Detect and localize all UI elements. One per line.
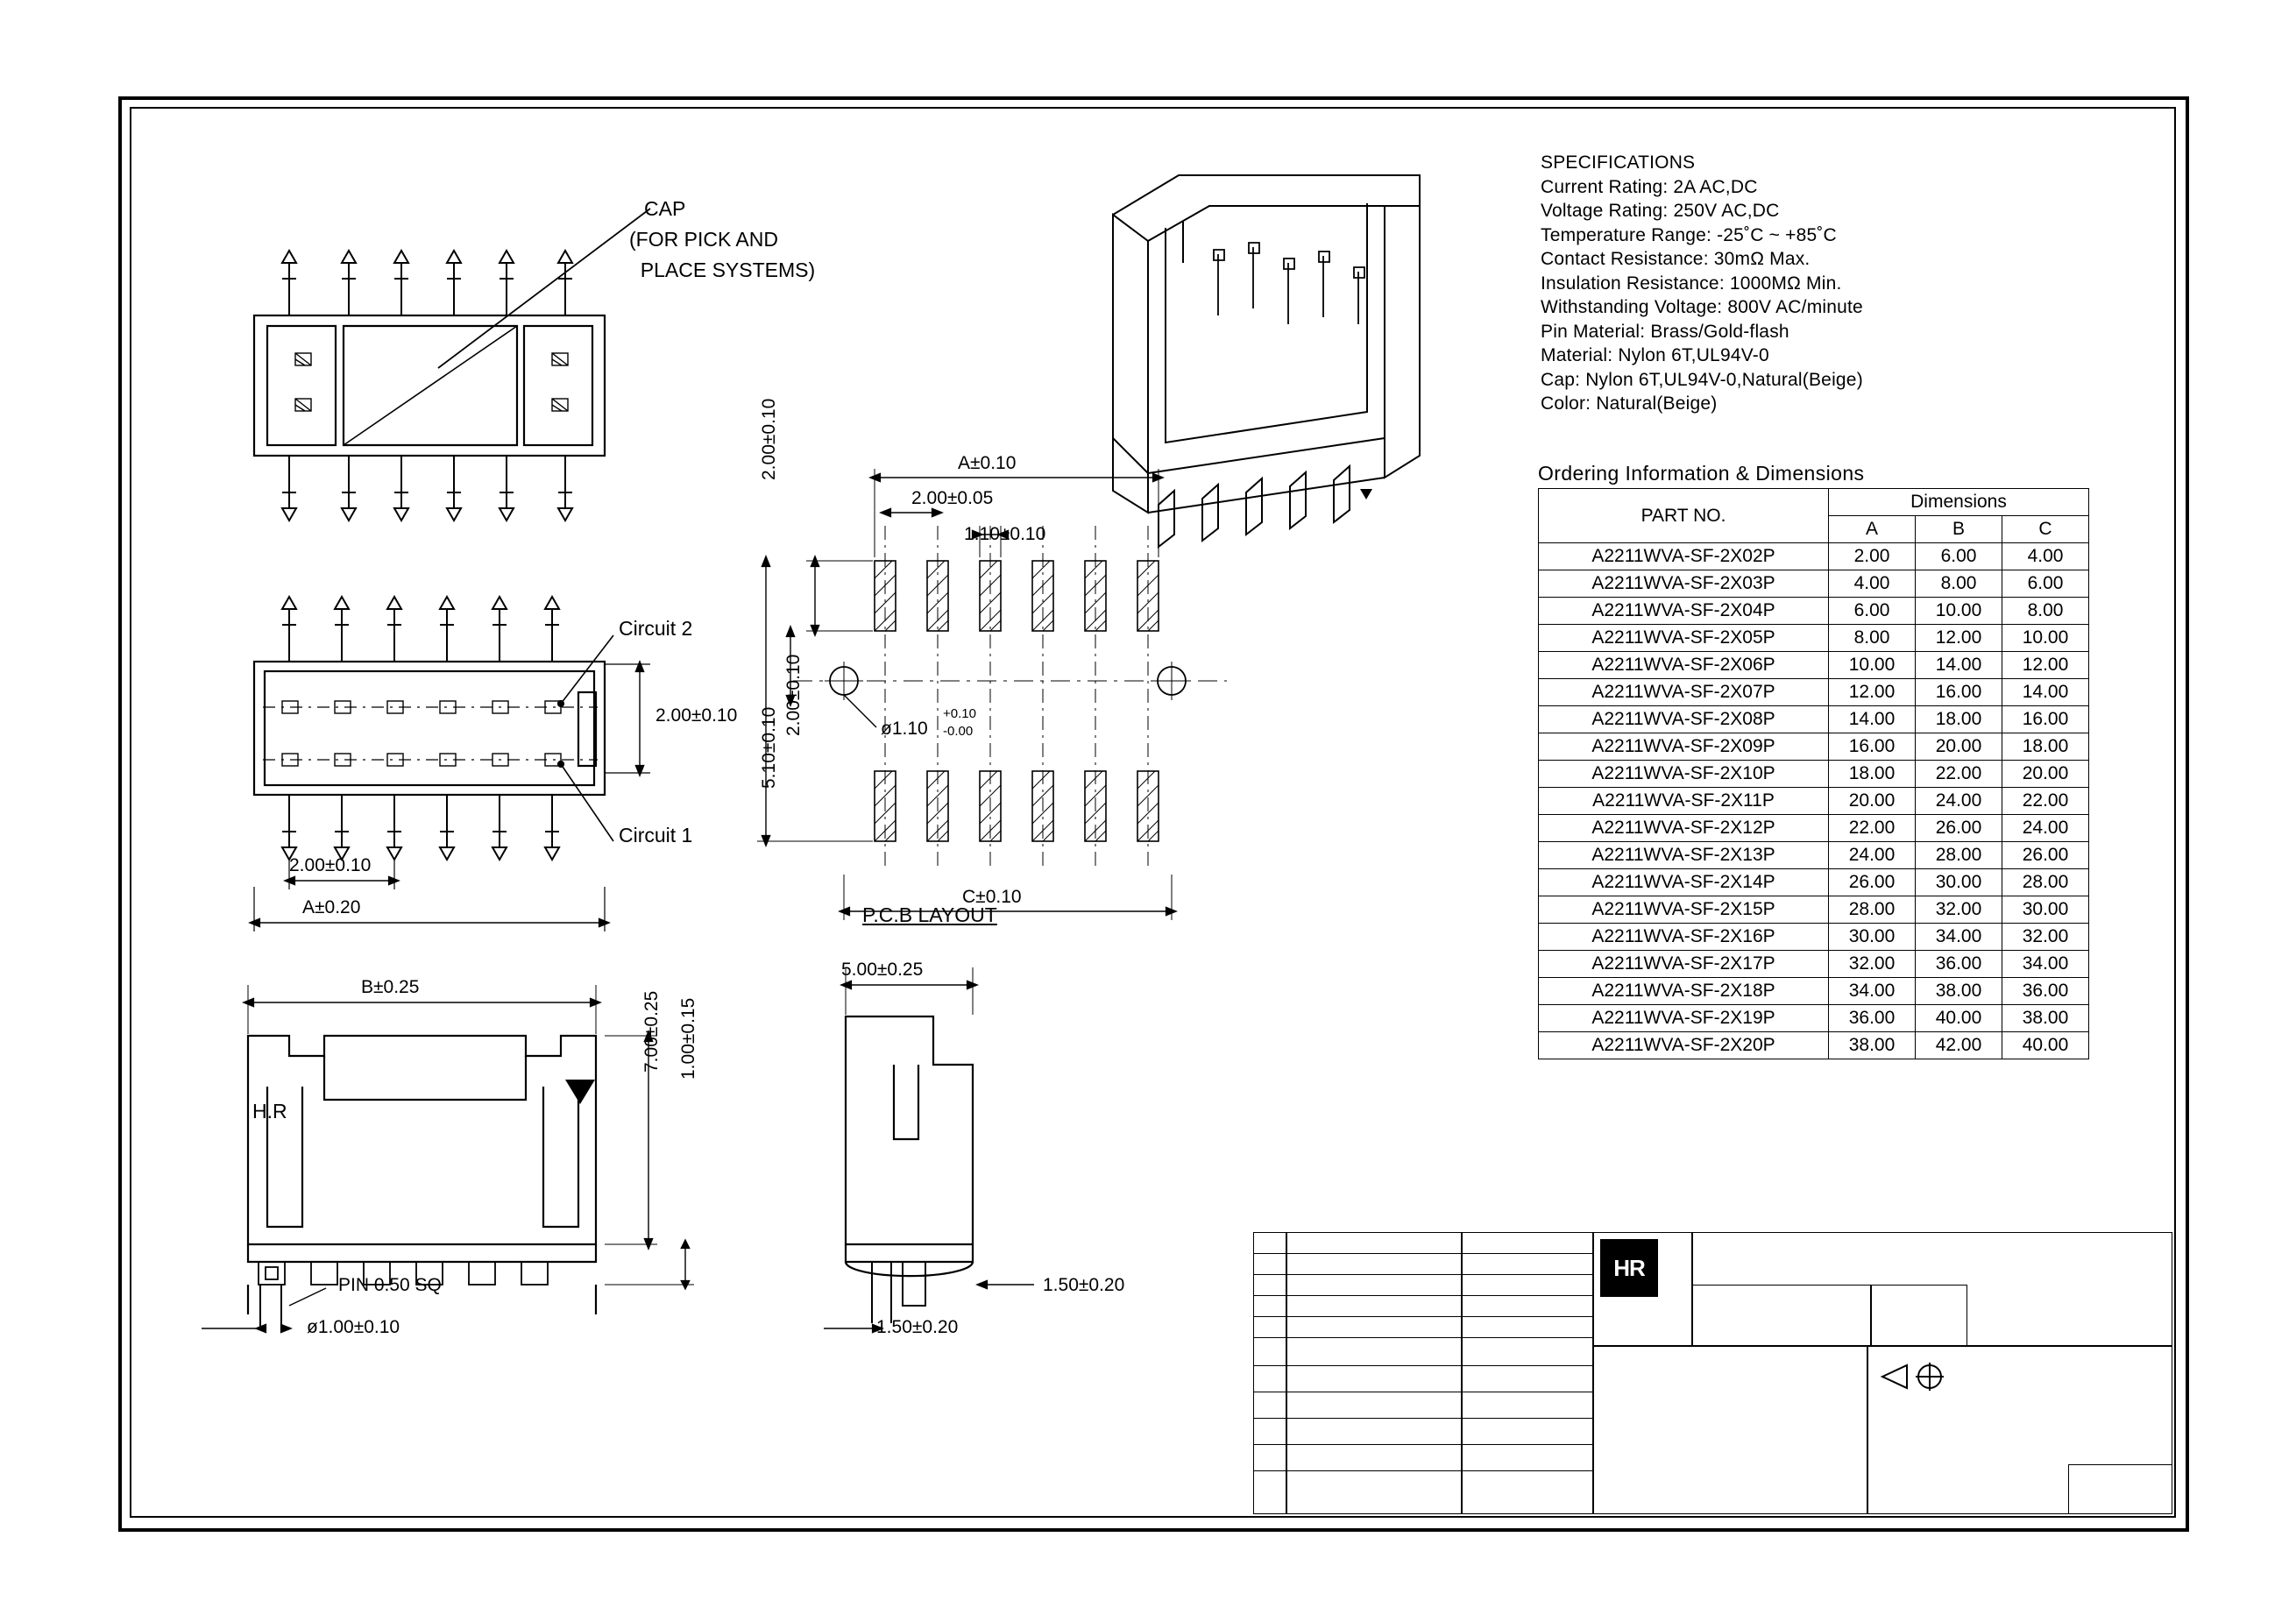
callout-circuit-1: Circuit 1 bbox=[619, 824, 693, 846]
cell-dim-a: 30.00 bbox=[1829, 924, 1916, 951]
cell-dim-b: 20.00 bbox=[1916, 733, 2002, 761]
cell-dim-b: 18.00 bbox=[1916, 706, 2002, 733]
first-angle-projection-symbol bbox=[1877, 1355, 2000, 1399]
table-row bbox=[1539, 842, 2089, 869]
cell-part-no: A2211WVA-SF-2X13P bbox=[1539, 842, 1829, 869]
dim-side-width: 5.00±0.25 bbox=[841, 960, 924, 980]
cell-dim-c: 4.00 bbox=[2002, 543, 2089, 570]
cell-dim-a: 34.00 bbox=[1829, 978, 1916, 1005]
cell-part-no: A2211WVA-SF-2X11P bbox=[1539, 788, 1829, 815]
cell-part-no: A2211WVA-SF-2X07P bbox=[1539, 679, 1829, 706]
spec-color: Color: Natural(Beige) bbox=[1541, 393, 1718, 414]
cell-dim-b: 42.00 bbox=[1916, 1032, 2002, 1059]
cell-dim-c: 16.00 bbox=[2002, 706, 2089, 733]
cell-dim-a: 2.00 bbox=[1829, 543, 1916, 570]
callout-cap-line1: CAP bbox=[644, 197, 686, 220]
table-row bbox=[1539, 543, 2089, 570]
dim-pcb-gap-pitch: 2.00±0.10 bbox=[783, 654, 804, 736]
cell-dim-b: 24.00 bbox=[1916, 788, 2002, 815]
cell-part-no: A2211WVA-SF-2X20P bbox=[1539, 1032, 1829, 1059]
cell-part-no: A2211WVA-SF-2X10P bbox=[1539, 761, 1829, 788]
dim-pcb-pad-width: 1.10±0.10 bbox=[964, 524, 1046, 544]
cell-dim-a: 26.00 bbox=[1829, 869, 1916, 896]
cell-dim-b: 10.00 bbox=[1916, 598, 2002, 625]
hr-mark-label: H.R bbox=[252, 1100, 287, 1123]
header-dimensions: Dimensions bbox=[1829, 489, 2089, 516]
callout-circuit-2: Circuit 2 bbox=[619, 617, 693, 640]
cell-part-no: A2211WVA-SF-2X16P bbox=[1539, 924, 1829, 951]
spec-pin-material: Pin Material: Brass/Gold-flash bbox=[1541, 321, 1789, 342]
cell-dim-c: 28.00 bbox=[2002, 869, 2089, 896]
cell-dim-a: 4.00 bbox=[1829, 570, 1916, 598]
hr-logo: HR bbox=[1600, 1239, 1658, 1297]
spec-insulation-resistance: Insulation Resistance: 1000MΩ Min. bbox=[1541, 273, 1842, 294]
table-row bbox=[1539, 1005, 2089, 1032]
spec-contact-resistance: Contact Resistance: 30mΩ Max. bbox=[1541, 249, 1811, 269]
cell-dim-a: 8.00 bbox=[1829, 625, 1916, 652]
cell-dim-c: 24.00 bbox=[2002, 815, 2089, 842]
table-row bbox=[1539, 815, 2089, 842]
title-block-sub-a bbox=[1692, 1285, 1871, 1346]
cell-part-no: A2211WVA-SF-2X06P bbox=[1539, 652, 1829, 679]
table-row bbox=[1539, 978, 2089, 1005]
callout-cap-line3: PLACE SYSTEMS) bbox=[629, 259, 816, 281]
cell-part-no: A2211WVA-SF-2X19P bbox=[1539, 1005, 1829, 1032]
table-row bbox=[1539, 733, 2089, 761]
dim-top-A: A±0.20 bbox=[302, 897, 361, 917]
dim-front-height: 7.00±0.25 bbox=[641, 990, 662, 1073]
dim-side-1: 1.50±0.20 bbox=[1043, 1275, 1125, 1295]
cell-dim-b: 8.00 bbox=[1916, 570, 2002, 598]
spec-withstanding-voltage: Withstanding Voltage: 800V AC/minute bbox=[1541, 297, 1863, 317]
cell-dim-a: 16.00 bbox=[1829, 733, 1916, 761]
cell-dim-a: 28.00 bbox=[1829, 896, 1916, 924]
cell-dim-a: 36.00 bbox=[1829, 1005, 1916, 1032]
table-row bbox=[1539, 951, 2089, 978]
title-block-rule-10 bbox=[1253, 1470, 1593, 1471]
header-dim-c: C bbox=[2002, 516, 2089, 543]
cell-dim-c: 18.00 bbox=[2002, 733, 2089, 761]
cell-dim-a: 12.00 bbox=[1829, 679, 1916, 706]
cell-dim-c: 22.00 bbox=[2002, 788, 2089, 815]
table-row bbox=[1539, 706, 2089, 733]
dim-pcb-hole-tol-lower: -0.00 bbox=[943, 724, 974, 739]
spec-voltage-rating: Voltage Rating: 250V AC,DC bbox=[1541, 201, 1780, 221]
table-row bbox=[1539, 788, 2089, 815]
cell-dim-a: 6.00 bbox=[1829, 598, 1916, 625]
cell-dim-c: 20.00 bbox=[2002, 761, 2089, 788]
title-block-rule-9 bbox=[1253, 1444, 1593, 1445]
spec-current-rating: Current Rating: 2A AC,DC bbox=[1541, 176, 1758, 197]
table-row bbox=[1539, 761, 2089, 788]
cell-dim-a: 20.00 bbox=[1829, 788, 1916, 815]
cell-part-no: A2211WVA-SF-2X02P bbox=[1539, 543, 1829, 570]
dim-pcb-hole-tol-upper: +0.10 bbox=[943, 706, 976, 721]
cell-part-no: A2211WVA-SF-2X14P bbox=[1539, 869, 1829, 896]
cell-dim-b: 30.00 bbox=[1916, 869, 2002, 896]
dim-front-hole: ø1.00±0.10 bbox=[307, 1317, 400, 1337]
cell-dim-b: 14.00 bbox=[1916, 652, 2002, 679]
cell-dim-b: 32.00 bbox=[1916, 896, 2002, 924]
cell-dim-b: 22.00 bbox=[1916, 761, 2002, 788]
cell-dim-c: 36.00 bbox=[2002, 978, 2089, 1005]
callout-cap-line2: (FOR PICK AND bbox=[629, 228, 778, 251]
cell-dim-b: 36.00 bbox=[1916, 951, 2002, 978]
cell-part-no: A2211WVA-SF-2X15P bbox=[1539, 896, 1829, 924]
cell-dim-a: 18.00 bbox=[1829, 761, 1916, 788]
cell-part-no: A2211WVA-SF-2X18P bbox=[1539, 978, 1829, 1005]
ordering-table bbox=[1538, 488, 2089, 1059]
cell-dim-b: 6.00 bbox=[1916, 543, 2002, 570]
title-block-rev-cell bbox=[2068, 1464, 2172, 1514]
specifications-block bbox=[1541, 151, 1863, 416]
title-block-rule-6 bbox=[1253, 1365, 1593, 1366]
pcb-layout-title: P.C.B LAYOUT bbox=[862, 903, 997, 926]
dim-pcb-A: A±0.10 bbox=[958, 453, 1017, 473]
dim-pcb-vertical-pitch: 2.00±0.10 bbox=[759, 398, 779, 480]
cell-dim-c: 30.00 bbox=[2002, 896, 2089, 924]
cell-part-no: A2211WVA-SF-2X03P bbox=[1539, 570, 1829, 598]
dim-pcb-C: C±0.10 bbox=[962, 887, 1022, 907]
title-block-rule-2 bbox=[1253, 1274, 1593, 1275]
dim-pcb-hole-dia: ø1.10 bbox=[881, 719, 928, 739]
specifications-heading: SPECIFICATIONS bbox=[1541, 152, 1696, 173]
cell-part-no: A2211WVA-SF-2X12P bbox=[1539, 815, 1829, 842]
cell-dim-c: 14.00 bbox=[2002, 679, 2089, 706]
cell-dim-b: 16.00 bbox=[1916, 679, 2002, 706]
dim-top-pitch: 2.00±0.10 bbox=[289, 855, 372, 875]
cell-dim-c: 12.00 bbox=[2002, 652, 2089, 679]
cell-part-no: A2211WVA-SF-2X17P bbox=[1539, 951, 1829, 978]
spec-temperature-range: Temperature Range: -25˚C ~ +85˚C bbox=[1541, 224, 1837, 245]
cell-dim-a: 38.00 bbox=[1829, 1032, 1916, 1059]
cell-dim-c: 8.00 bbox=[2002, 598, 2089, 625]
table-row bbox=[1539, 896, 2089, 924]
cell-dim-b: 28.00 bbox=[1916, 842, 2002, 869]
cell-dim-a: 14.00 bbox=[1829, 706, 1916, 733]
cell-dim-b: 38.00 bbox=[1916, 978, 2002, 1005]
cell-dim-c: 10.00 bbox=[2002, 625, 2089, 652]
title-block-rule-1 bbox=[1253, 1253, 1593, 1254]
cell-dim-b: 40.00 bbox=[1916, 1005, 2002, 1032]
cell-part-no: A2211WVA-SF-2X05P bbox=[1539, 625, 1829, 652]
table-row bbox=[1539, 1032, 2089, 1059]
cell-dim-a: 22.00 bbox=[1829, 815, 1916, 842]
dim-pcb-hole-pitch: 5.10±0.10 bbox=[759, 706, 779, 789]
title-block-mid-cell bbox=[1593, 1346, 1867, 1514]
dim-top-row-pitch: 2.00±0.10 bbox=[655, 705, 738, 726]
dim-front-B: B±0.25 bbox=[361, 977, 420, 997]
cell-part-no: A2211WVA-SF-2X04P bbox=[1539, 598, 1829, 625]
cell-part-no: A2211WVA-SF-2X09P bbox=[1539, 733, 1829, 761]
title-block-sub-b bbox=[1871, 1285, 1967, 1346]
header-dim-b: B bbox=[1916, 516, 2002, 543]
cell-part-no: A2211WVA-SF-2X08P bbox=[1539, 706, 1829, 733]
title-block-rule-3 bbox=[1253, 1295, 1593, 1296]
cell-dim-c: 6.00 bbox=[2002, 570, 2089, 598]
header-dim-a: A bbox=[1829, 516, 1916, 543]
cell-dim-a: 24.00 bbox=[1829, 842, 1916, 869]
table-row bbox=[1539, 869, 2089, 896]
cell-dim-b: 12.00 bbox=[1916, 625, 2002, 652]
table-row bbox=[1539, 570, 2089, 598]
cell-dim-c: 34.00 bbox=[2002, 951, 2089, 978]
cell-dim-a: 32.00 bbox=[1829, 951, 1916, 978]
dim-side-2: 1.50±0.20 bbox=[876, 1317, 959, 1337]
cell-dim-b: 34.00 bbox=[1916, 924, 2002, 951]
title-block-rule-5 bbox=[1253, 1337, 1593, 1338]
table-row bbox=[1539, 679, 2089, 706]
dim-front-pin: PIN 0.50 SQ bbox=[338, 1275, 442, 1295]
cell-dim-c: 26.00 bbox=[2002, 842, 2089, 869]
title-block-rule-4 bbox=[1253, 1316, 1593, 1317]
header-part-no: PART NO. bbox=[1539, 489, 1829, 543]
table-row bbox=[1539, 625, 2089, 652]
table-row bbox=[1539, 924, 2089, 951]
ordering-table-title: Ordering Information & Dimensions bbox=[1538, 462, 1865, 485]
title-block bbox=[1253, 1232, 2172, 1514]
cell-dim-c: 32.00 bbox=[2002, 924, 2089, 951]
title-block-rule-8 bbox=[1253, 1418, 1593, 1419]
spec-material: Material: Nylon 6T,UL94V-0 bbox=[1541, 345, 1769, 365]
spec-cap: Cap: Nylon 6T,UL94V-0,Natural(Beige) bbox=[1541, 369, 1863, 390]
cell-dim-a: 10.00 bbox=[1829, 652, 1916, 679]
table-row bbox=[1539, 598, 2089, 625]
cell-dim-c: 38.00 bbox=[2002, 1005, 2089, 1032]
cell-dim-c: 40.00 bbox=[2002, 1032, 2089, 1059]
table-row bbox=[1539, 652, 2089, 679]
dim-pcb-pad-pitch: 2.00±0.05 bbox=[911, 488, 994, 508]
dim-front-standoff: 1.00±0.15 bbox=[678, 997, 698, 1080]
cell-dim-b: 26.00 bbox=[1916, 815, 2002, 842]
